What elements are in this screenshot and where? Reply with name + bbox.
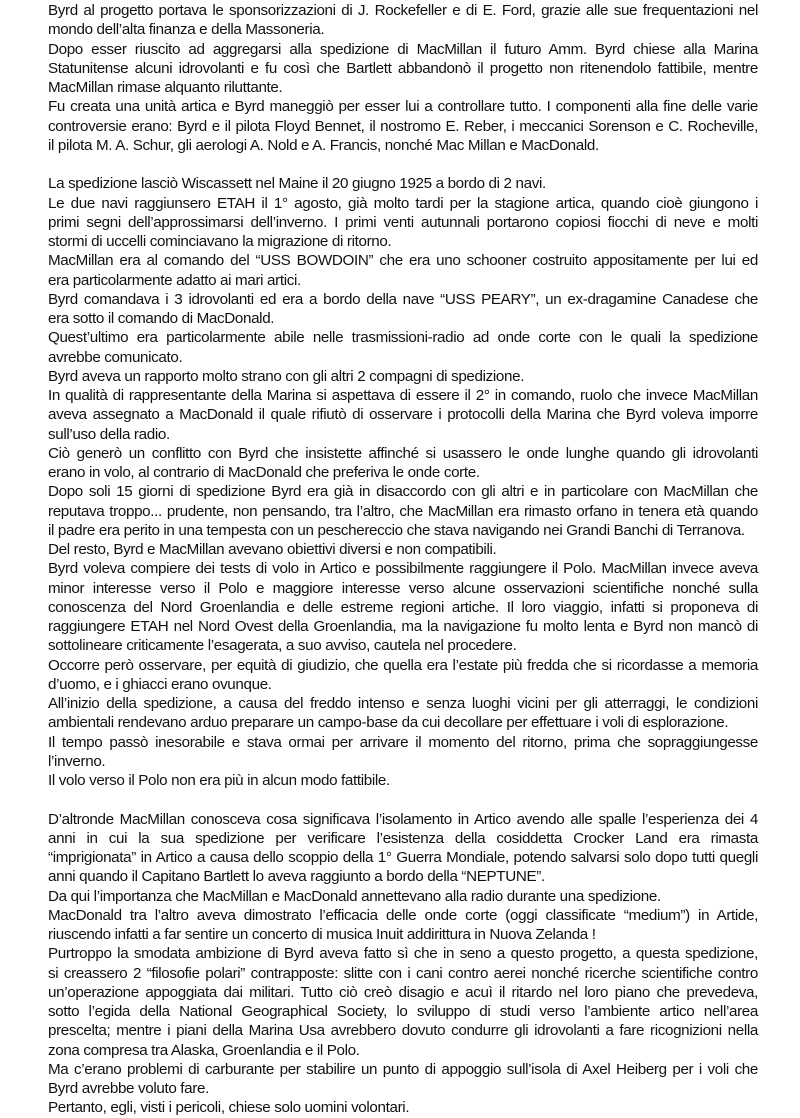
paragraph [48,194,758,252]
text-line: stormi di uccelli cominciavano la migrazione di ritorno. [48,233,392,250]
paragraph [48,906,758,945]
paragraph [48,1098,758,1117]
text-line: un’operazione appoggiata dai militari. Tutto ciò creò disagio e acuì il ritardo nel loro piano che prevedeva, [48,983,758,1001]
text-line: minor interesse verso il Polo e maggiore interesse verso alcune osservazioni scientifiche nonché sulla [48,579,758,597]
text-line: Quest’ultimo era particolarmente abile nelle trasmissioni-radio ad onde corte con le quali la spedizione [48,329,758,347]
text-line: La spedizione lasciò Wiscassett nel Maine il 20 giugno 1925 a bordo di 2 navi. [48,175,546,193]
text-line: Del resto, Byrd e MacMillan avevano obiettivi diversi e non compatibili. [48,541,497,558]
paragraph [48,40,758,98]
text-line: il pilota M. A. Schur, gli aerologi A. Nold e A. Francis, nonché Mac Millan e MacDonald. [48,136,599,154]
paragraph [48,482,758,540]
text-line: MacDonald tra l’altro aveva dimostrato l’efficacia delle onde corte (oggi classificate “medium”) in Artide, [48,906,758,924]
text-line: conoscenza del Nord Groenlandia e delle estreme regioni artiche. Il loro viaggio, infatti si proponeva di [48,598,758,616]
text-line: controversie erano: Byrd e il pilota Floyd Bennet, il nostromo E. Reber, i meccanici Sorenson e C. Rocheville, [48,117,758,135]
text-line: reputava troppo... prudente, non pensando, tra l’altro, che MacMillan era rimasto orfano in tenera età quando [48,502,758,520]
text-line: Dopo esser riuscito ad aggregarsi alla spedizione di MacMillan il futuro Amm. Byrd chiese alla Marina [48,40,758,58]
paragraph [48,1,758,40]
text-line: Le due navi raggiunsero ETAH il 1° agosto, già molto tardi per la stagione artica, quando cioè giungono i [48,194,758,212]
text-line: MacMillan era al comando del “USS BOWDOIN” che era uno schooner costruito appositamente per lui ed [48,252,758,270]
text-line: sottolineare criticamente l’esagerata, a suo avviso, cautela nel procedere. [48,637,517,655]
paragraph [48,656,758,695]
text-line: D’altronde MacMillan conosceva cosa significava l’isolamento in Artico avendo alle spalle l’esperienza dei 4 [48,810,758,828]
text-line: prescelta; mentre i piani della Marina Usa avrebbero dovuto condurre gli idrovolanti a fare ricognizioni nella [48,1022,758,1040]
text-line: Byrd avrebbe voluto fare. [48,1080,209,1097]
text-line: avrebbe comunicato. [48,348,183,366]
text-line: Byrd comandava i 3 idrovolanti ed era a bordo della nave “USS PEARY”, un ex-dragamine Canadese che [48,290,758,308]
text-line: zona compresa tra Alaska, Groenlandia e il Polo. [48,1041,360,1059]
paragraph [48,174,758,193]
paragraph [48,810,758,887]
text-line: si creassero 2 “filosofie polari” contrapposte: slitte con i cani contro aerei nonché ricerche scientifiche contro [48,964,758,982]
paragraph [48,887,758,906]
text-line: mondo dell’alta finanza e della Massoneria. [48,21,325,39]
text-line: All’inizio della spedizione, a causa del freddo intenso e senza luoghi vicini per gli atterraggi, le condizioni [48,695,758,712]
text-line: Byrd al progetto portava le sponsorizzazioni di J. Rockefeller e di E. Ford, grazie alle sue frequentazioni nel [48,2,758,19]
document-page [48,1,758,1118]
paragraph [48,540,758,559]
text-line: Occorre però osservare, per equità di giudizio, che quella era l’estate più fredda che si ricordasse a memoria [48,656,758,674]
text-line: anni in cui la sua spedizione per verificare l’esistenza della cosiddetta Crocker Land era rimasta [48,829,758,847]
text-line: l’inverno. [48,752,106,770]
paragraph [48,694,758,733]
paragraph-spacer [48,790,758,809]
text-line: Il volo verso il Polo non era più in alcun modo fattibile. [48,772,390,789]
text-line: Byrd aveva un rapporto molto strano con gli altri 2 compagni di spedizione. [48,367,525,385]
text-line: riuscendo infatti a far sentire un concerto di musica Inuit addirittura in Nuova Zelanda ! [48,926,596,943]
text-line: Fu creata una unità artica e Byrd maneggiò per esser lui a controllare tutto. I componenti alla fine delle varie [48,98,758,116]
paragraph [48,444,758,483]
paragraph-spacer [48,155,758,174]
paragraph [48,559,758,655]
paragraph [48,97,758,155]
text-line: Da qui l’importanza che MacMillan e MacDonald annettevano alla radio durante una spedizione. [48,887,661,905]
text-line: raggiungere ETAH nel Nord Ovest della Groenlandia, ma la navigazione fu molto lenta e Byrd non mancò di [48,618,758,635]
text-line: era sotto il comando di MacDonald. [48,310,275,327]
text-line: sotto l’egida della National Geographical Society, lo sviluppo di studi verso l’ambiente artico nell’area [48,1003,758,1020]
paragraph [48,771,758,790]
text-line: In qualità di rappresentante della Marina si aspettava di essere il 2° in comando, ruolo che invece MacMillan [48,387,758,404]
paragraph [48,251,758,290]
paragraph [48,733,758,772]
text-line: Purtroppo la smodata ambizione di Byrd aveva fatto sì che in seno a questo progetto, a questa spedizione, [48,945,758,963]
text-line: Il tempo passò inesorabile e stava ormai per arrivare il momento del ritorno, prima che sopraggiungesse [48,733,758,751]
text-line: Ma c’erano problemi di carburante per stabilire un punto di appoggio sull’isola di Axel Heiberg per i voli che [48,1060,758,1078]
paragraph [48,367,758,386]
text-line: d’uomo, e i ghiacci erano ovunque. [48,675,272,693]
text-line: ambientali rendevano arduo preparare un campo-base da cui decollare per effettuare i voli di esplorazione. [48,714,729,732]
text-line: sull’uso della radio. [48,425,170,443]
text-line: anni quando il Capitano Bartlett lo aveva raggiunto a bordo della “NEPTUNE”. [48,868,545,886]
text-line: Pertanto, egli, visti i pericoli, chiese solo uomini volontari. [48,1099,410,1117]
text-line: era particolarmente adatto ai mari artici. [48,271,301,289]
text-line: Statunitense alcuni idrovolanti e fu così che Bartlett abbandonò il progetto non ritenendolo fattibile, mentre [48,59,758,77]
text-line: Byrd voleva compiere dei tests di volo in Artico e possibilmente raggiungere il Polo. MacMillan invece aveva [48,560,758,578]
text-line: il padre era perito in una tempesta con un peschereccio che stava navigando nei Grandi Banchi di Terranova. [48,521,745,539]
text-line: MacMillan rimase alquanto riluttante. [48,79,283,96]
text-line: aveva assegnato a MacDonald il quale rifiutò di osservare i protocolli della Marina che Byrd voleva imporre [48,406,758,424]
paragraph [48,944,758,1060]
paragraph [48,328,758,367]
text-line: erano in volo, al contrario di MacDonald che preferiva le onde corte. [48,464,480,481]
text-line: “imprigionata” in Artico a causa dello scoppio della 1° Guerra Mondiale, potendo salvarsi solo dopo tutti quegli [48,849,758,866]
text-line: Dopo soli 15 giorni di spedizione Byrd era già in disaccordo con gli altri e in particolare con MacMillan che [48,483,758,501]
paragraph [48,386,758,444]
text-line: Ciò generò un conflitto con Byrd che insistette affinché si usassero le onde lunghe quando gli idrovolanti [48,444,758,462]
text-line: primi segni dell’approssimarsi dell’inverno. I primi venti autunnali portarono copiosi fiocchi di neve e molti [48,213,758,231]
paragraph [48,290,758,329]
paragraph [48,1060,758,1099]
